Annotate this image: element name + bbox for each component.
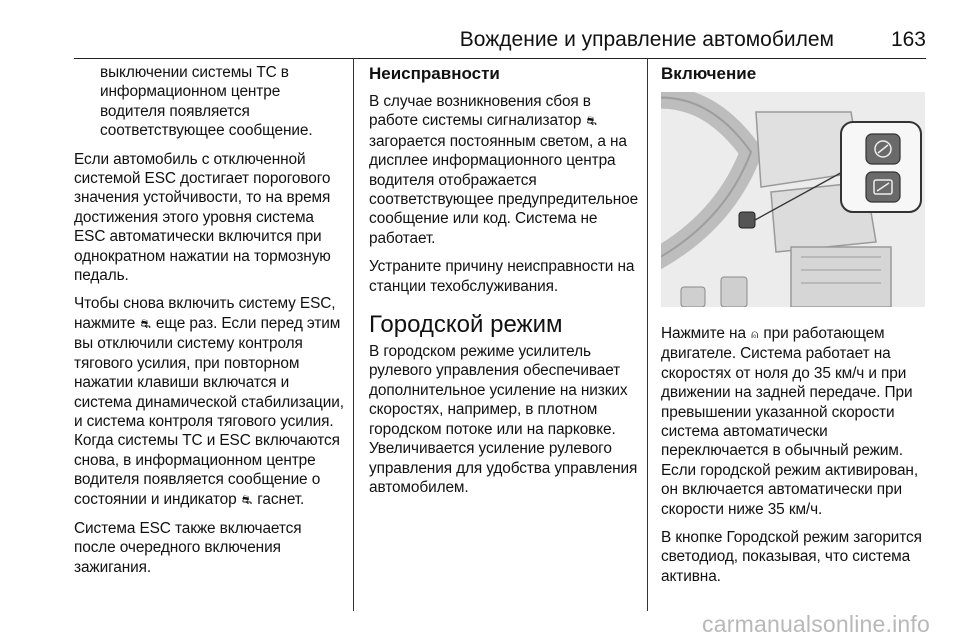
page-title: Вождение и управление автомобилем xyxy=(459,28,834,51)
text-segment: гаснет. xyxy=(253,490,305,508)
text-segment: при работающем двигателе. Система работает на скоростях от ноля до 35 км/ч и при движении на задней передаче. При превышении указанной скорости система автоматически переключается в обычный режим. Если городской режим активирован, он включается автоматически при скорости ниже 35 км/ч. xyxy=(661,325,919,518)
activation-led-paragraph: В кнопке Городской режим загорится светодиод, показывая, что система активна. xyxy=(661,529,922,585)
esc-off-icon: ⛐ xyxy=(140,316,151,331)
activation-paragraph xyxy=(661,324,929,519)
paragraph-esc-ignition: Система ESC также включается после очередного включения зажигания. xyxy=(74,519,302,576)
column-3 xyxy=(661,63,929,595)
watermark: carmanualsonline.info xyxy=(702,611,930,637)
paragraph-esc-reenable xyxy=(74,294,344,509)
column-divider-1 xyxy=(353,58,354,611)
text-segment: Чтобы снова включить систему ESC, нажмите xyxy=(74,295,336,332)
page-number: 163 xyxy=(890,28,926,51)
page-header xyxy=(74,27,926,57)
city-mode-heading: Городской режим xyxy=(369,311,563,339)
esc-indicator-icon: ⛐ xyxy=(241,492,253,507)
header-divider xyxy=(74,58,926,59)
column-divider-2 xyxy=(647,58,648,611)
paragraph-esc-threshold: Если автомобиль с отключенной системой ESC достигает порогового значения устойчивости, то на время достижения этого уровня система ESC автоматически включится при однократном нажатии на тормозную педаль. xyxy=(74,150,331,285)
city-mode-paragraph: В городском режиме усилитель рулевого управления обеспечивает дополнительное усиление на низких скоростях, например, в плотном городском потоке или на парковке. Увеличивается усиление рулевого управления для удобства управления автомобилем. xyxy=(369,343,638,496)
malfunction-heading: Неисправности xyxy=(369,64,500,83)
malfunction-paragraph xyxy=(369,92,639,248)
city-mode-button-illustration xyxy=(661,92,925,307)
text-segment: Нажмите на xyxy=(661,325,751,342)
malfunction-service-paragraph: Устраните причину неисправности на станции техобслуживания. xyxy=(369,258,635,295)
text-segment: В случае возникновения сбоя в работе системы сигнализатор xyxy=(369,93,591,130)
dashboard-illustration xyxy=(661,92,925,307)
paragraph-continued: выключении системы ТС в информационном центре водителя появляется соответствующее сообщение. xyxy=(100,64,313,140)
activation-heading: Включение xyxy=(661,64,757,83)
column-1 xyxy=(74,63,344,586)
text-segment: еще раз. Если перед этим вы отключили систему контроля тягового усилия, при повторном нажатии клавиши включатся и система динамической стабилизации, и система контроля тягового усилия. Когда системы ТС и ESC включаются снова, в информационном центре водителя появляется сообщение о состоянии и индикатор xyxy=(74,314,344,508)
text-segment: загорается постоянным светом, а на дисплее информационного центра водителя отображается соответствующее предупредительное сообщение или код. Система не работает. xyxy=(369,132,639,247)
column-2 xyxy=(369,63,639,506)
city-mode-icon: ⍝ xyxy=(751,327,759,341)
esc-warning-icon: ⛐ xyxy=(586,114,597,129)
